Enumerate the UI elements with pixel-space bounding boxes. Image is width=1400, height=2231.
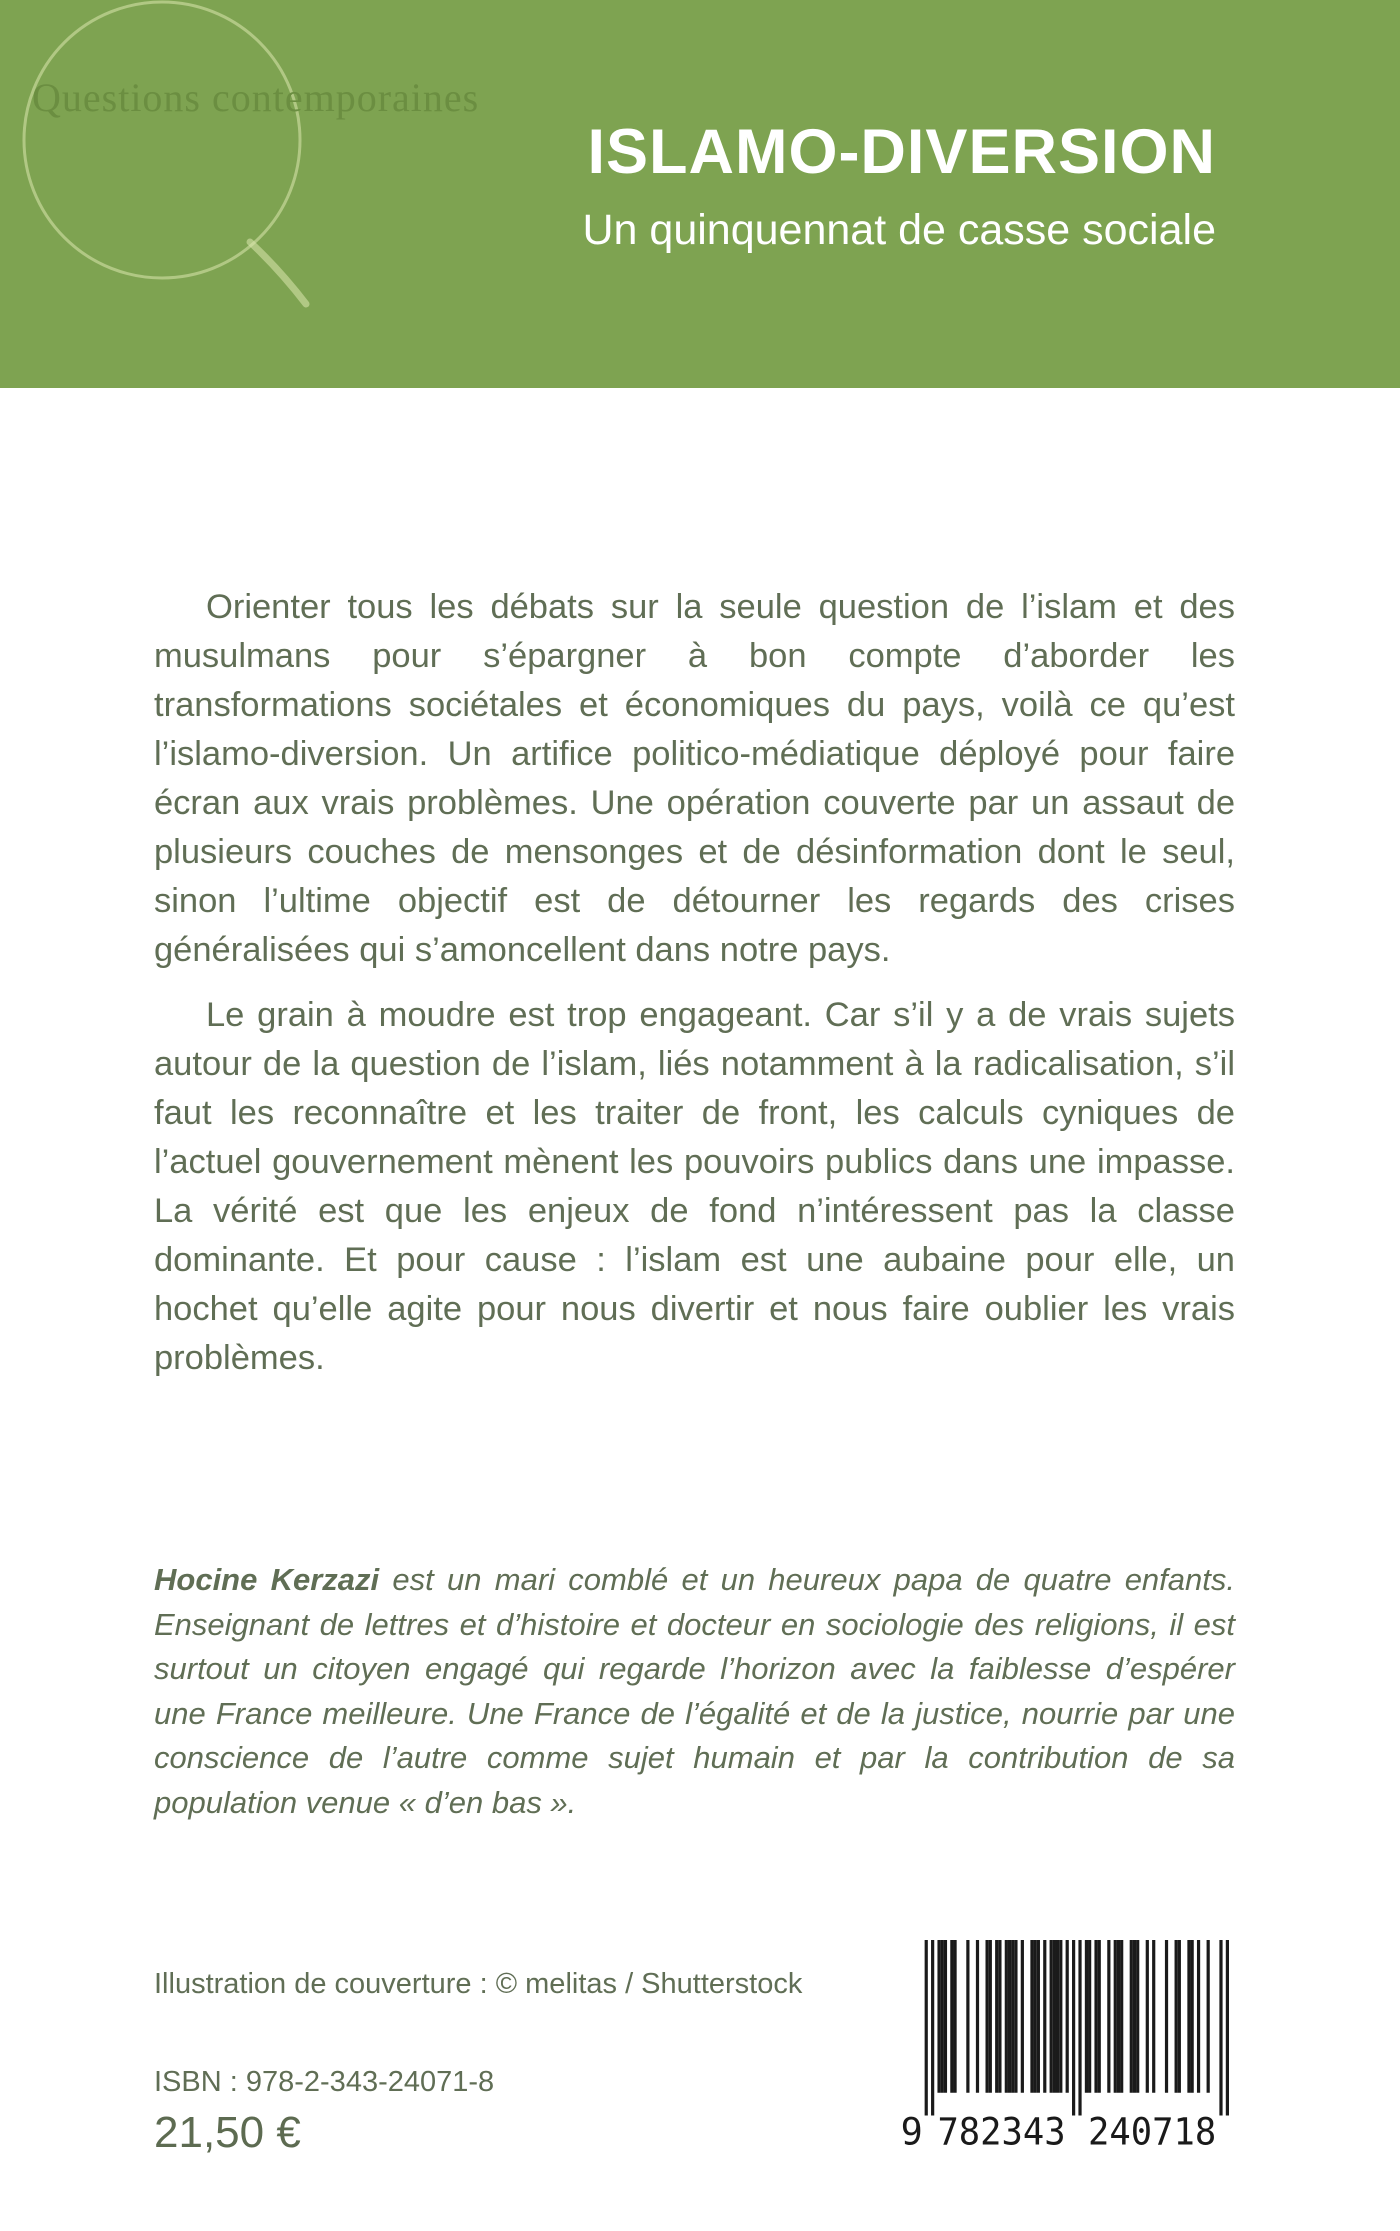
bio-text: est un mari comblé et un heureux papa de quatre enfants. Enseignant de lettres et d’histoire et docteur en sociologie des religions, il est surtout un citoyen engagé qui regarde l’horizon avec la faiblesse d’espérer une France meilleure. Une France de l’égalité et de la justice, nourrie par une conscience de l’autre comme sujet humain et par la contribution de sa population venue « d’en bas ». — [154, 1562, 1235, 1820]
price: 21,50 € — [154, 2108, 301, 2157]
book-subtitle: Un quinquennat de casse sociale — [582, 206, 1216, 255]
author-name: Hocine Kerzazi — [154, 1562, 380, 1597]
synopsis-paragraph-1: Orienter tous les débats sur la seule question de l’islam et des musulmans pour s’épargner à bon compte d’aborder les transformations sociétales et économiques du pays, voilà ce qu’est l’islamo-diversion. Un artifice politico-médiatique déployé pour faire écran aux vrais problèmes. Une opération couverte par un assaut de plusieurs couches de mensonges et de désinformation dont le seul, sinon l’ultime objectif est de détourner les regards des crises généralisées qui s’amoncellent dans notre pays. — [154, 588, 1235, 969]
barcode — [899, 1940, 1229, 2148]
synopsis-paragraph-2: Le grain à moudre est trop engageant. Car s’il y a de vrais sujets autour de la question de l’islam, liés notamment à la radicalisation, s’il faut les reconnaître et les traiter de front, les calculs cyniques de l’actuel gouvernement mènent les pouvoirs publics dans une impasse. La vérité est que les enjeux de fond n’intéressent pas la classe dominante. Et pour cause : l’islam est une aubaine pour elle, un hochet qu’elle agite pour nous divertir et nous faire oublier les vrais problèmes. — [154, 996, 1235, 1377]
collection-name: Questions contemporaines — [32, 75, 480, 120]
svg-text:9: 9 — [900, 2110, 923, 2148]
svg-text:782343: 782343 — [937, 2110, 1066, 2148]
cover-illustration-credit: Illustration de couverture : © melitas / Shutterstock — [154, 1968, 803, 2000]
collection-q-logo-icon — [2, 0, 362, 350]
bio-paragraph — [154, 1558, 1235, 1825]
author-bio — [154, 1558, 1235, 1825]
book-title: ISLAMO-DIVERSION — [587, 117, 1216, 187]
header-band — [0, 0, 1400, 388]
synopsis — [154, 583, 1235, 1383]
svg-text:240718: 240718 — [1088, 2110, 1217, 2148]
isbn-number: ISBN : 978-2-343-24071-8 — [154, 2066, 495, 2098]
title-block — [583, 118, 1217, 255]
barcode-svg — [899, 1940, 1229, 2148]
